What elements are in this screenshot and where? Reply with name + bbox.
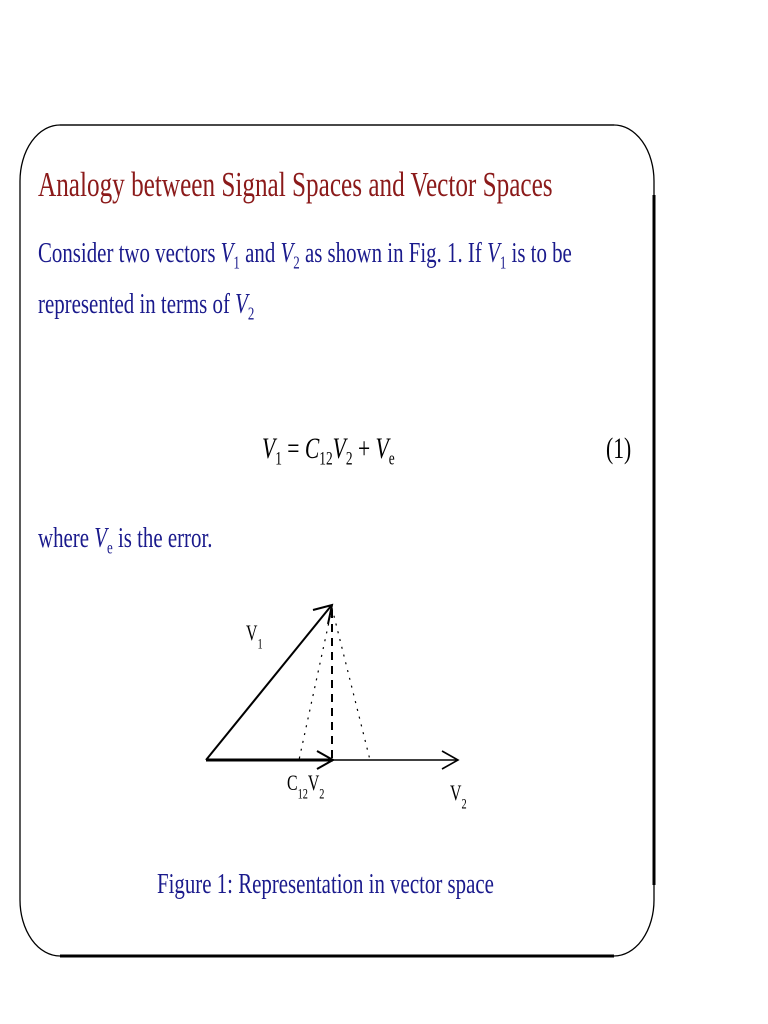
vector-v2: $V_2$ (280, 237, 300, 273)
where-line: where $V_e$ is the error. (38, 522, 213, 558)
slide-title: Analogy between Signal Spaces and Vector Spaces (38, 165, 553, 204)
equation: $V_1 = C_{12}V_2 + V_e$ (262, 432, 395, 470)
equation-number: (1) (606, 432, 632, 465)
projection-label: $C_{12}V_2$ (287, 770, 325, 803)
intro-text: represented in terms of (38, 288, 236, 320)
intro-text: as shown in Fig. 1. If (299, 237, 488, 269)
v2-label: $V_2$ (450, 780, 467, 813)
intro-text: and (239, 237, 281, 269)
vector-v2: $V_2$ (235, 288, 255, 324)
vector-v1-arrow (206, 606, 331, 760)
vector-v1: $V_1$ (487, 237, 507, 273)
figure-caption: Figure 1: Representation in vector space (157, 868, 494, 900)
intro-text: is to be (506, 237, 572, 269)
v1-label: $V_1$ (246, 620, 263, 653)
intro-text: Consider two vectors (38, 237, 221, 269)
vector-ve: $V_e$ (94, 522, 113, 558)
vector-v1: $V_1$ (220, 237, 240, 273)
